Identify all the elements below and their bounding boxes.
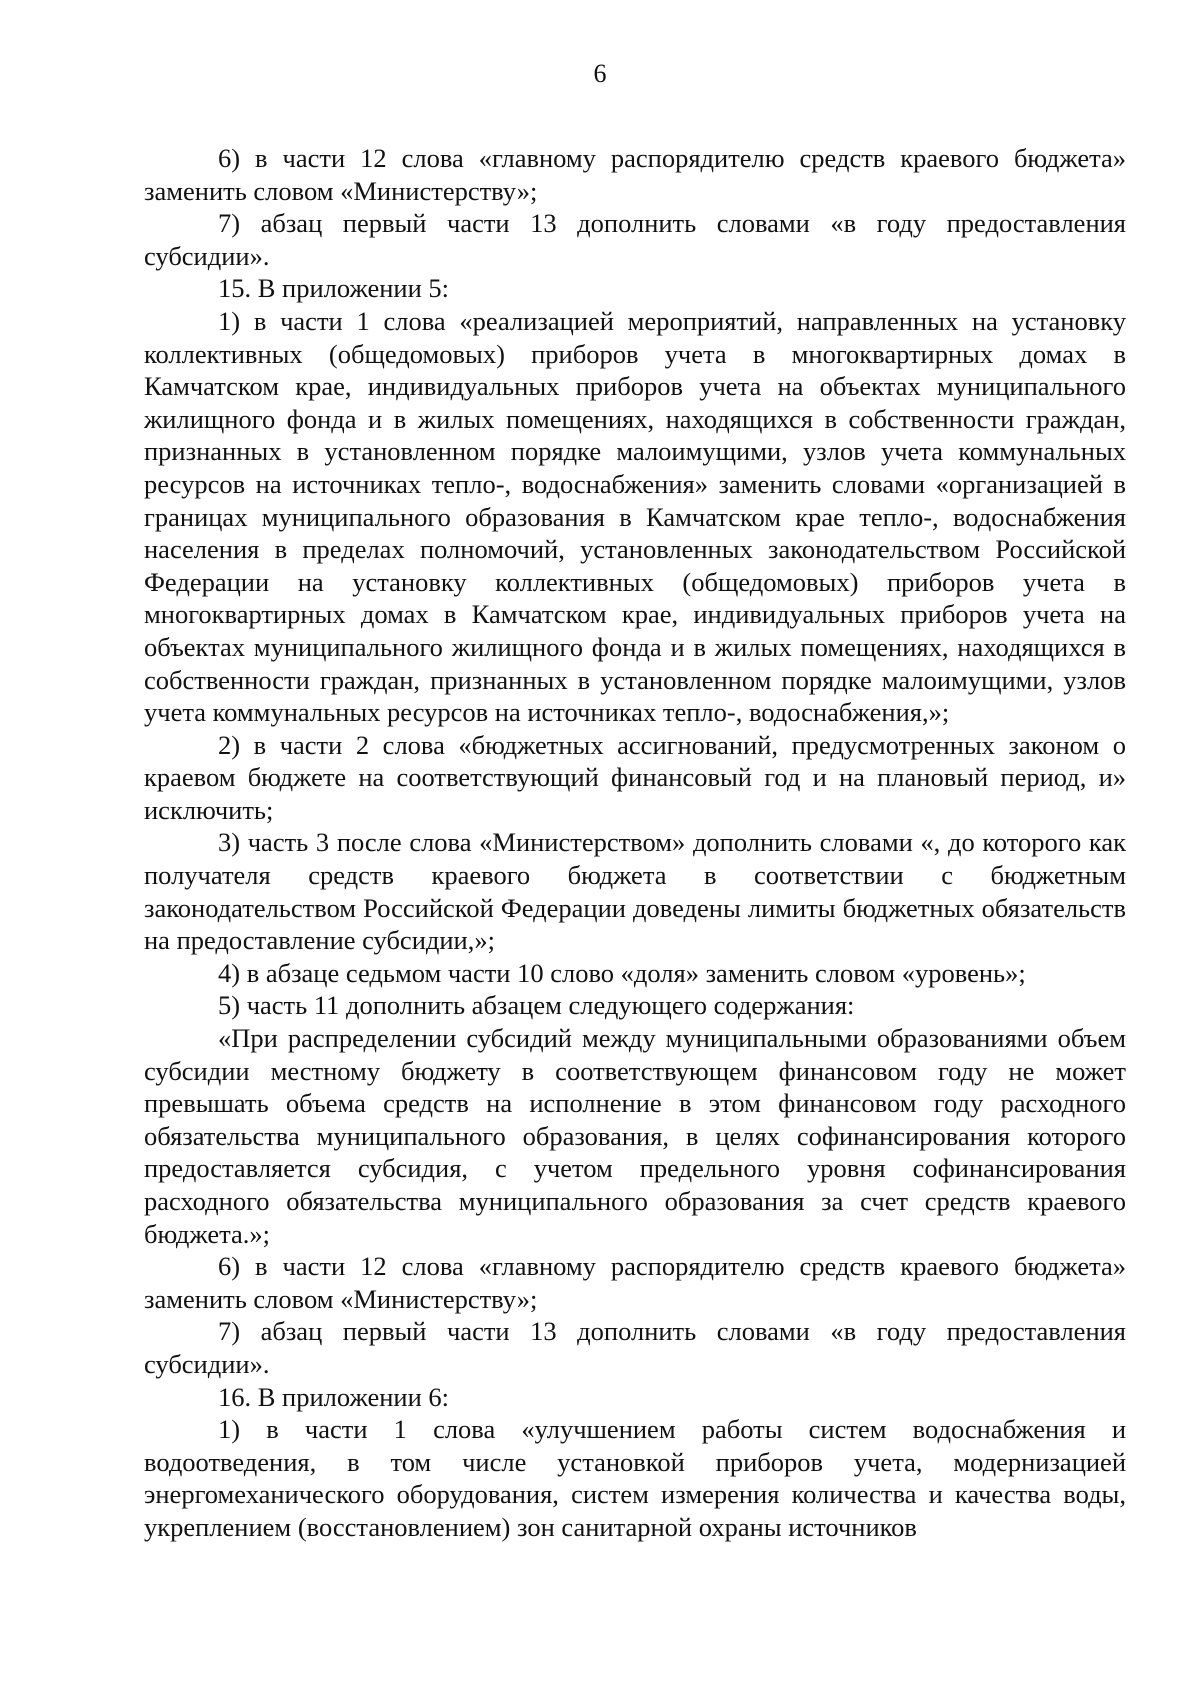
paragraph-item-7-part-13-second: 7) абзац первый части 13 дополнить словами «в году предоставления субсидии». bbox=[144, 1316, 1126, 1379]
paragraph-quoted-text: «При распределении субсидий между муниципальными образованиями объем субсидии местному бюджету в соответствующем финансовом году не может превышать объема средств на исполнение в этом финансовом году расходного обязательства муниципального образования, в целях софинансирования которого предоставляется субсидия, с учетом предельного уровня софинансирования расходного обязательства муниципального образования за счет средств краевого бюджета.»; bbox=[144, 1023, 1126, 1249]
paragraph-item-7-part-13: 7) абзац первый части 13 дополнить словами «в году предоставления субсидии». bbox=[144, 208, 1126, 271]
paragraph-item-2-part-2: 2) в части 2 слова «бюджетных ассигнований, предусмотренных законом о краевом бюджете на соответствующий финансовый год и на плановый период, и» исключить; bbox=[144, 729, 1126, 825]
paragraph-item-5-part-11: 5) часть 11 дополнить абзацем следующего содержания: bbox=[218, 990, 855, 1021]
paragraph-item-6-part-12-second: 6) в части 12 слова «главному распорядителю средств краевого бюджета» заменить словом «Министерству»; bbox=[144, 1251, 1126, 1314]
paragraph-item-1-part-1: 1) в части 1 слова «реализацией мероприятий, направленных на установку коллективных (общедомовых) приборов учета в многоквартирных домах в Камчатском крае, индивидуальных приборов учета на объектах муниципального жилищного фонда и в жилых помещениях, находящихся в собственности граждан, признанных в установленном порядке малоимущими, узлов учета коммунальных ресурсов на источниках тепло-, водоснабжения» заменить словами «организацией в границах муниципального образования в Камчатском крае тепло-, водоснабжения населения в пределах полномочий, установленных законодательством Российской Федерации на установку коллективных (общедомовых) приборов учета в многоквартирных домах в Камчатском крае, индивидуальных приборов учета на объектах муниципального жилищного фонда и в жилых помещениях, находящихся в собственности граждан, признанных в установленном порядке малоимущими, узлов учета коммунальных ресурсов на источниках тепло-, водоснабжения,»; bbox=[144, 305, 1126, 728]
paragraph-item-6-part-12: 6) в части 12 слова «главному распорядителю средств краевого бюджета» заменить словом «Министерству»; bbox=[144, 143, 1126, 206]
paragraph-item-3-part-3: 3) часть 3 после слова «Министерством» дополнить словами «, до которого как получателя средств краевого бюджета в соответствии с бюджетным законодательством Российской Федерации доведены лимиты бюджетных обязательств на предоставление субсидии,»; bbox=[144, 827, 1126, 956]
page-number: 6 bbox=[593, 59, 607, 88]
section-heading-15: 15. В приложении 5: bbox=[218, 273, 449, 304]
document-body bbox=[144, 142, 1126, 1544]
paragraph-item-4-part-10: 4) в абзаце седьмом части 10 слово «доля» заменить словом «уровень»; bbox=[218, 957, 1026, 988]
section-heading-16: 16. В приложении 6: bbox=[218, 1381, 449, 1412]
paragraph-item-1-part-1-section-16: 1) в части 1 слова «улучшением работы систем водоснабжения и водоотведения, в том числе установкой приборов учета, модернизацией энергомеханического оборудования, систем измерения количества и качества воды, укреплением (восстановлением) зон санитарной охраны источников bbox=[144, 1414, 1126, 1542]
